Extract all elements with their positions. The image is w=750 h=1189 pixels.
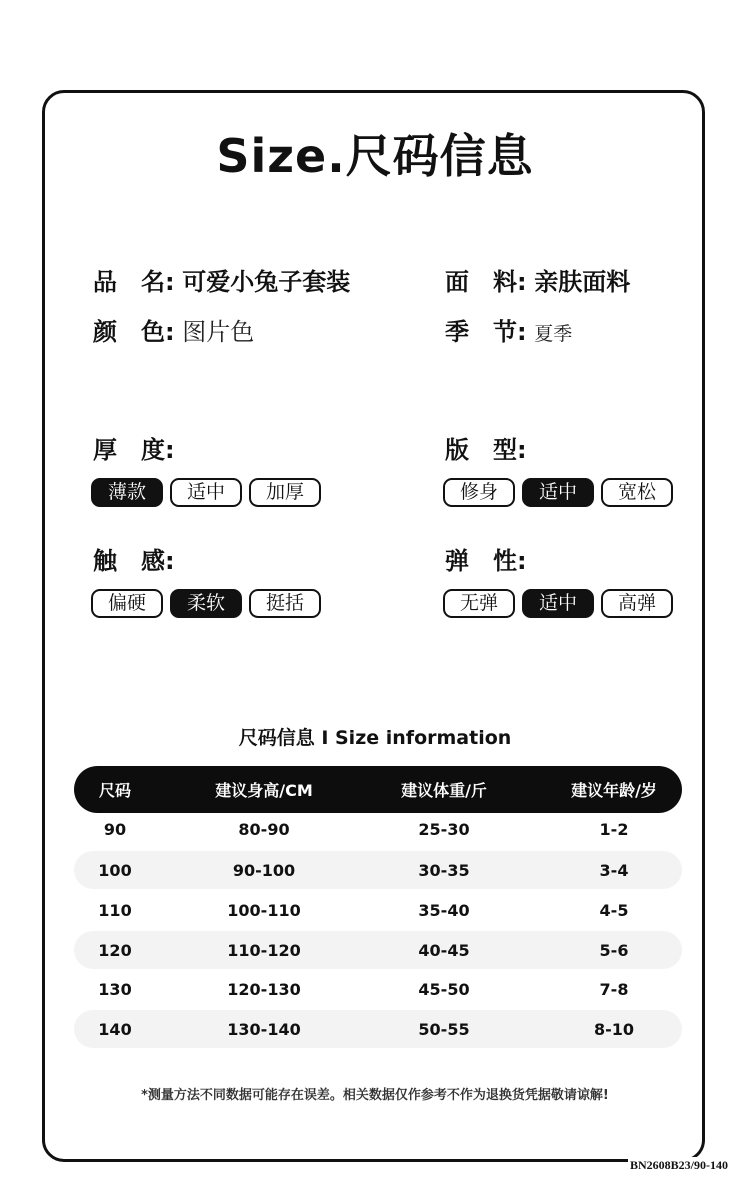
fabric-value: 亲肤面料 <box>534 268 631 296</box>
header-height: 建议身高/CM <box>215 781 313 800</box>
info-product-name <box>93 266 350 298</box>
cell-weight: 45-50 <box>418 979 470 999</box>
season-label: 季 节: <box>445 318 527 346</box>
thickness-options <box>91 478 321 507</box>
header-size: 尺码 <box>98 781 131 800</box>
elasticity-label: 弹 性: <box>445 547 527 575</box>
cell-weight: 30-35 <box>418 860 470 880</box>
fit-option: 修身 <box>443 478 515 507</box>
cell-height: 90-100 <box>232 860 296 880</box>
table-row <box>74 970 682 1008</box>
table-row <box>74 891 682 929</box>
thickness-label: 厚 度: <box>93 436 175 464</box>
touch-option: 挺括 <box>249 589 321 618</box>
cell-age: 4-5 <box>599 900 629 920</box>
elasticity-option: 适中 <box>522 589 594 618</box>
product-code: BN2608B23/90-140 <box>629 1158 728 1172</box>
fit-option: 宽松 <box>601 478 673 507</box>
cell-height: 120-130 <box>227 979 301 999</box>
table-row <box>74 851 682 889</box>
touch-option: 偏硬 <box>91 589 163 618</box>
info-season <box>445 316 572 350</box>
cell-age: 5-6 <box>599 940 629 960</box>
header-age: 建议年龄/岁 <box>571 781 657 800</box>
cell-size: 100 <box>98 860 132 880</box>
thickness-option: 薄款 <box>91 478 163 507</box>
cell-weight: 35-40 <box>418 900 470 920</box>
elasticity-option: 无弹 <box>443 589 515 618</box>
product-name-label: 品 名: <box>93 268 175 296</box>
cell-weight: 40-45 <box>418 940 470 960</box>
info-fabric <box>445 266 630 298</box>
table-row <box>74 931 682 969</box>
cell-weight: 25-30 <box>418 819 470 839</box>
fabric-label: 面 料: <box>445 268 527 296</box>
touch-option: 柔软 <box>170 589 242 618</box>
table-row <box>74 1010 682 1048</box>
elasticity-option: 高弹 <box>601 589 673 618</box>
cell-age: 3-4 <box>599 860 629 880</box>
disclaimer-note: *测量方法不同数据可能存在误差。相关数据仅作参考不作为退换货凭据敬请谅解! <box>141 1088 609 1103</box>
table-row <box>74 810 682 848</box>
thickness-option: 加厚 <box>249 478 321 507</box>
cell-size: 110 <box>98 900 132 920</box>
cell-size: 140 <box>98 1019 132 1039</box>
size-table-heading: 尺码信息 I Size information <box>238 727 512 749</box>
header-weight: 建议体重/斤 <box>401 781 487 800</box>
color-label: 颜 色: <box>93 318 175 346</box>
cell-size: 120 <box>98 940 132 960</box>
fit-label: 版 型: <box>445 436 527 464</box>
cell-height: 100-110 <box>227 900 301 920</box>
size-table-header <box>74 766 682 813</box>
cell-age: 1-2 <box>599 819 629 839</box>
season-value: 夏季 <box>534 323 573 345</box>
touch-label: 触 感: <box>93 547 175 575</box>
cell-age: 8-10 <box>593 1019 635 1039</box>
cell-size: 130 <box>98 979 132 999</box>
cell-height: 80-90 <box>238 819 290 839</box>
cell-age: 7-8 <box>599 979 629 999</box>
cell-weight: 50-55 <box>418 1019 470 1039</box>
fit-option: 适中 <box>522 478 594 507</box>
color-value: 图片色 <box>182 318 255 346</box>
product-name-value: 可爱小兔子套装 <box>182 268 351 296</box>
cell-size: 90 <box>103 819 127 839</box>
thickness-option: 适中 <box>170 478 242 507</box>
touch-options <box>91 589 321 618</box>
cell-height: 130-140 <box>227 1019 301 1039</box>
fit-options <box>443 478 673 507</box>
info-color <box>93 316 254 348</box>
cell-height: 110-120 <box>227 940 301 960</box>
elasticity-options <box>443 589 673 618</box>
page-title: Size.尺码信息 <box>216 129 534 183</box>
